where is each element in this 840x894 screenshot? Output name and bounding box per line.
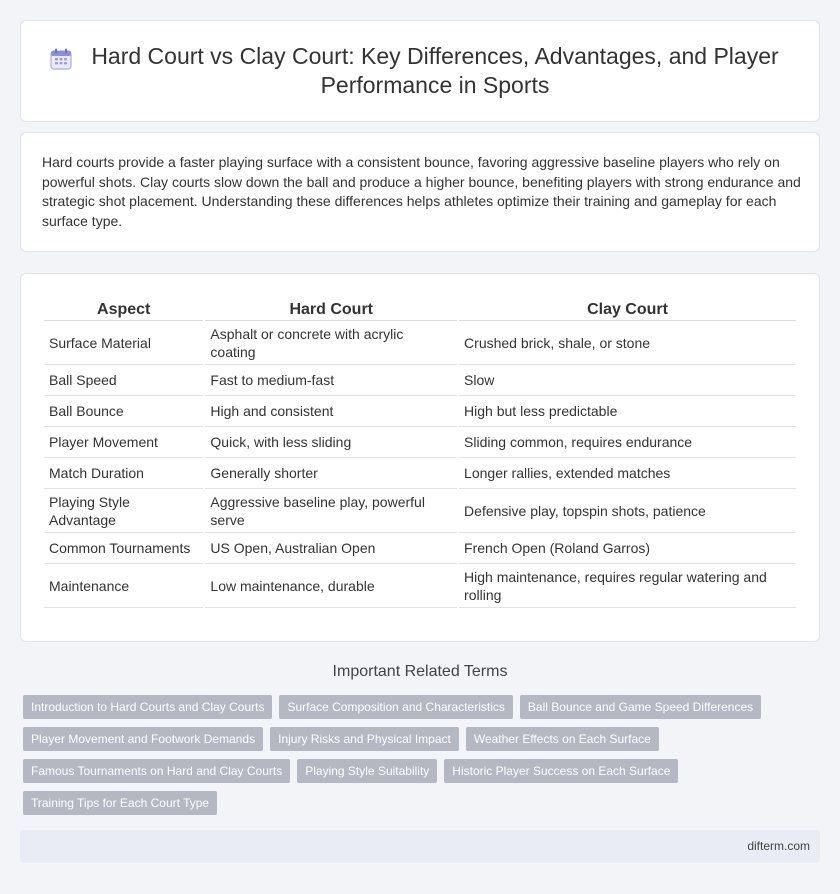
cell-aspect: Ball Speed: [44, 365, 203, 396]
cell-hard: Generally shorter: [205, 458, 457, 489]
table-row: [44, 321, 796, 365]
cell-hard: Quick, with less sliding: [205, 427, 457, 458]
table-row: [44, 458, 796, 489]
related-term-tag[interactable]: Player Movement and Footwork Demands: [23, 727, 263, 751]
table-header-row: [44, 294, 796, 321]
intro-paragraph: Hard courts provide a faster playing surface with a consistent bounce, favoring aggressive baseline players who rely on powerful shots. Clay courts slow down the ball and produce a higher bounce, benefiting players with strong endurance and strategic shot placement. Understanding these differences helps athletes optimize their training and gameplay for each surface type.: [42, 154, 801, 229]
table-row: [44, 365, 796, 396]
table-row: [44, 427, 796, 458]
cell-aspect: Ball Bounce: [44, 396, 203, 427]
cell-hard: Low maintenance, durable: [205, 564, 457, 608]
intro-card: [20, 132, 820, 252]
related-term-tag[interactable]: Historic Player Success on Each Surface: [444, 759, 678, 783]
cell-clay: Crushed brick, shale, or stone: [459, 321, 796, 365]
cell-aspect: Common Tournaments: [44, 533, 203, 564]
table-row: [44, 489, 796, 533]
cell-hard: Fast to medium-fast: [205, 365, 457, 396]
related-term-tag[interactable]: Injury Risks and Physical Impact: [270, 727, 459, 751]
footer: [20, 830, 820, 863]
related-term-tag[interactable]: Famous Tournaments on Hard and Clay Courts: [23, 759, 290, 783]
cell-clay: Longer rallies, extended matches: [459, 458, 796, 489]
header-aspect: Aspect: [44, 294, 203, 321]
footer-site-link[interactable]: difterm.com: [747, 839, 810, 853]
header-clay-court: Clay Court: [459, 294, 796, 321]
cell-hard: High and consistent: [205, 396, 457, 427]
header-hard-court: Hard Court: [205, 294, 457, 321]
cell-aspect: Surface Material: [44, 321, 203, 365]
related-term-tag[interactable]: Surface Composition and Characteristics: [279, 695, 512, 719]
comparison-card: [20, 273, 820, 642]
cell-hard: US Open, Australian Open: [205, 533, 457, 564]
related-term-tag[interactable]: Introduction to Hard Courts and Clay Courts: [23, 695, 272, 719]
related-term-tag[interactable]: Training Tips for Each Court Type: [23, 791, 217, 815]
table-row: [44, 564, 796, 608]
cell-clay: Defensive play, topspin shots, patience: [459, 489, 796, 533]
comparison-table: [42, 294, 798, 608]
related-term-tag[interactable]: Weather Effects on Each Surface: [466, 727, 659, 751]
cell-hard: Aggressive baseline play, powerful serve: [205, 489, 457, 533]
cell-aspect: Match Duration: [44, 458, 203, 489]
cell-clay: Slow: [459, 365, 796, 396]
related-term-tag[interactable]: Playing Style Suitability: [297, 759, 437, 783]
cell-clay: High but less predictable: [459, 396, 796, 427]
cell-clay: High maintenance, requires regular watering and rolling: [459, 564, 796, 608]
related-term-tag[interactable]: Ball Bounce and Game Speed Differences: [520, 695, 761, 719]
page-title: Hard Court vs Clay Court: Key Differences, Advantages, and Player Performance in Sports: [91, 43, 779, 98]
cell-aspect: Playing Style Advantage: [44, 489, 203, 533]
table-row: [44, 396, 796, 427]
cell-aspect: Player Movement: [44, 427, 203, 458]
related-terms-list: [23, 695, 823, 823]
title-card: [20, 20, 820, 122]
cell-clay: French Open (Roland Garros): [459, 533, 796, 564]
cell-aspect: Maintenance: [44, 564, 203, 608]
cell-clay: Sliding common, requires endurance: [459, 427, 796, 458]
cell-hard: Asphalt or concrete with acrylic coating: [205, 321, 457, 365]
table-row: [44, 533, 796, 564]
related-terms-heading: Important Related Terms: [332, 663, 508, 680]
